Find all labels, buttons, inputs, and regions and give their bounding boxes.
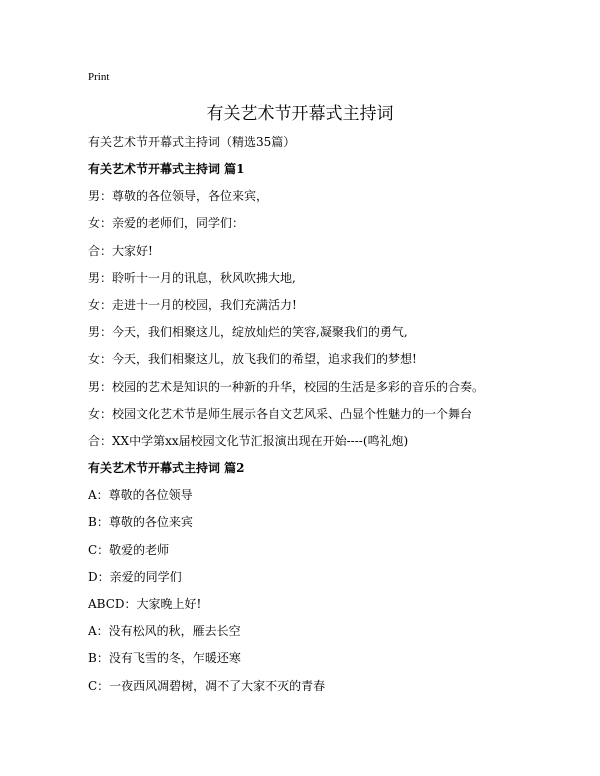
dialogue-line: 女：今天，我们相聚这儿，放飞我们的希望，追求我们的梦想! [88,352,417,367]
dialogue-line: A：没有松风的秋，雁去长空 [88,624,241,639]
dialogue-line: 男：聆听十一月的讯息，秋风吹拂大地, [88,270,296,285]
dialogue-line: 男：今天，我们相聚这儿，绽放灿烂的笑容,凝聚我们的勇气, [88,325,408,340]
dialogue-line: 女：走进十一月的校园，我们充满活力! [88,297,297,312]
dialogue-line: B：没有飞雪的冬，乍暖还寒 [88,651,241,666]
dialogue-line: 男：校园的艺术是知识的一种新的升华，校园的生活是多彩的音乐的合奏。 [88,379,485,394]
section-heading: 有关艺术节开幕式主持词 篇1 [88,162,245,176]
section-heading: 有关艺术节开幕式主持词 篇2 [88,461,245,476]
print-label: Print [88,71,110,83]
document-body [88,160,568,704]
dialogue-line: 女：校园文化艺术节是师生展示各自文艺风采、凸显个性魅力的一个舞台 [88,406,473,421]
dialogue-line: ABCD：大家晚上好! [88,597,202,611]
dialogue-line: A：尊敬的各位领导 [88,488,193,503]
dialogue-line: 男：尊敬的各位领导，各位来宾， [88,189,269,204]
dialogue-line: 合：大家好! [88,243,153,258]
document-subtitle: 有关艺术节开幕式主持词（精选35篇） [88,135,296,149]
dialogue-line: D：亲爱的同学们 [88,569,182,584]
dialogue-line: C：敬爱的老师 [88,542,170,557]
document-title: 有关艺术节开幕式主持词 [206,104,394,124]
dialogue-line: 女：亲爱的老师们，同学们： [88,216,245,231]
dialogue-line: C：一夜西风凋碧树，凋不了大家不灭的青春 [88,678,326,693]
dialogue-line: 合：XX中学第xx届校园文化节汇报演出现在开始----(鸣礼炮) [88,433,409,448]
dialogue-line: B：尊敬的各位来宾 [88,515,193,530]
